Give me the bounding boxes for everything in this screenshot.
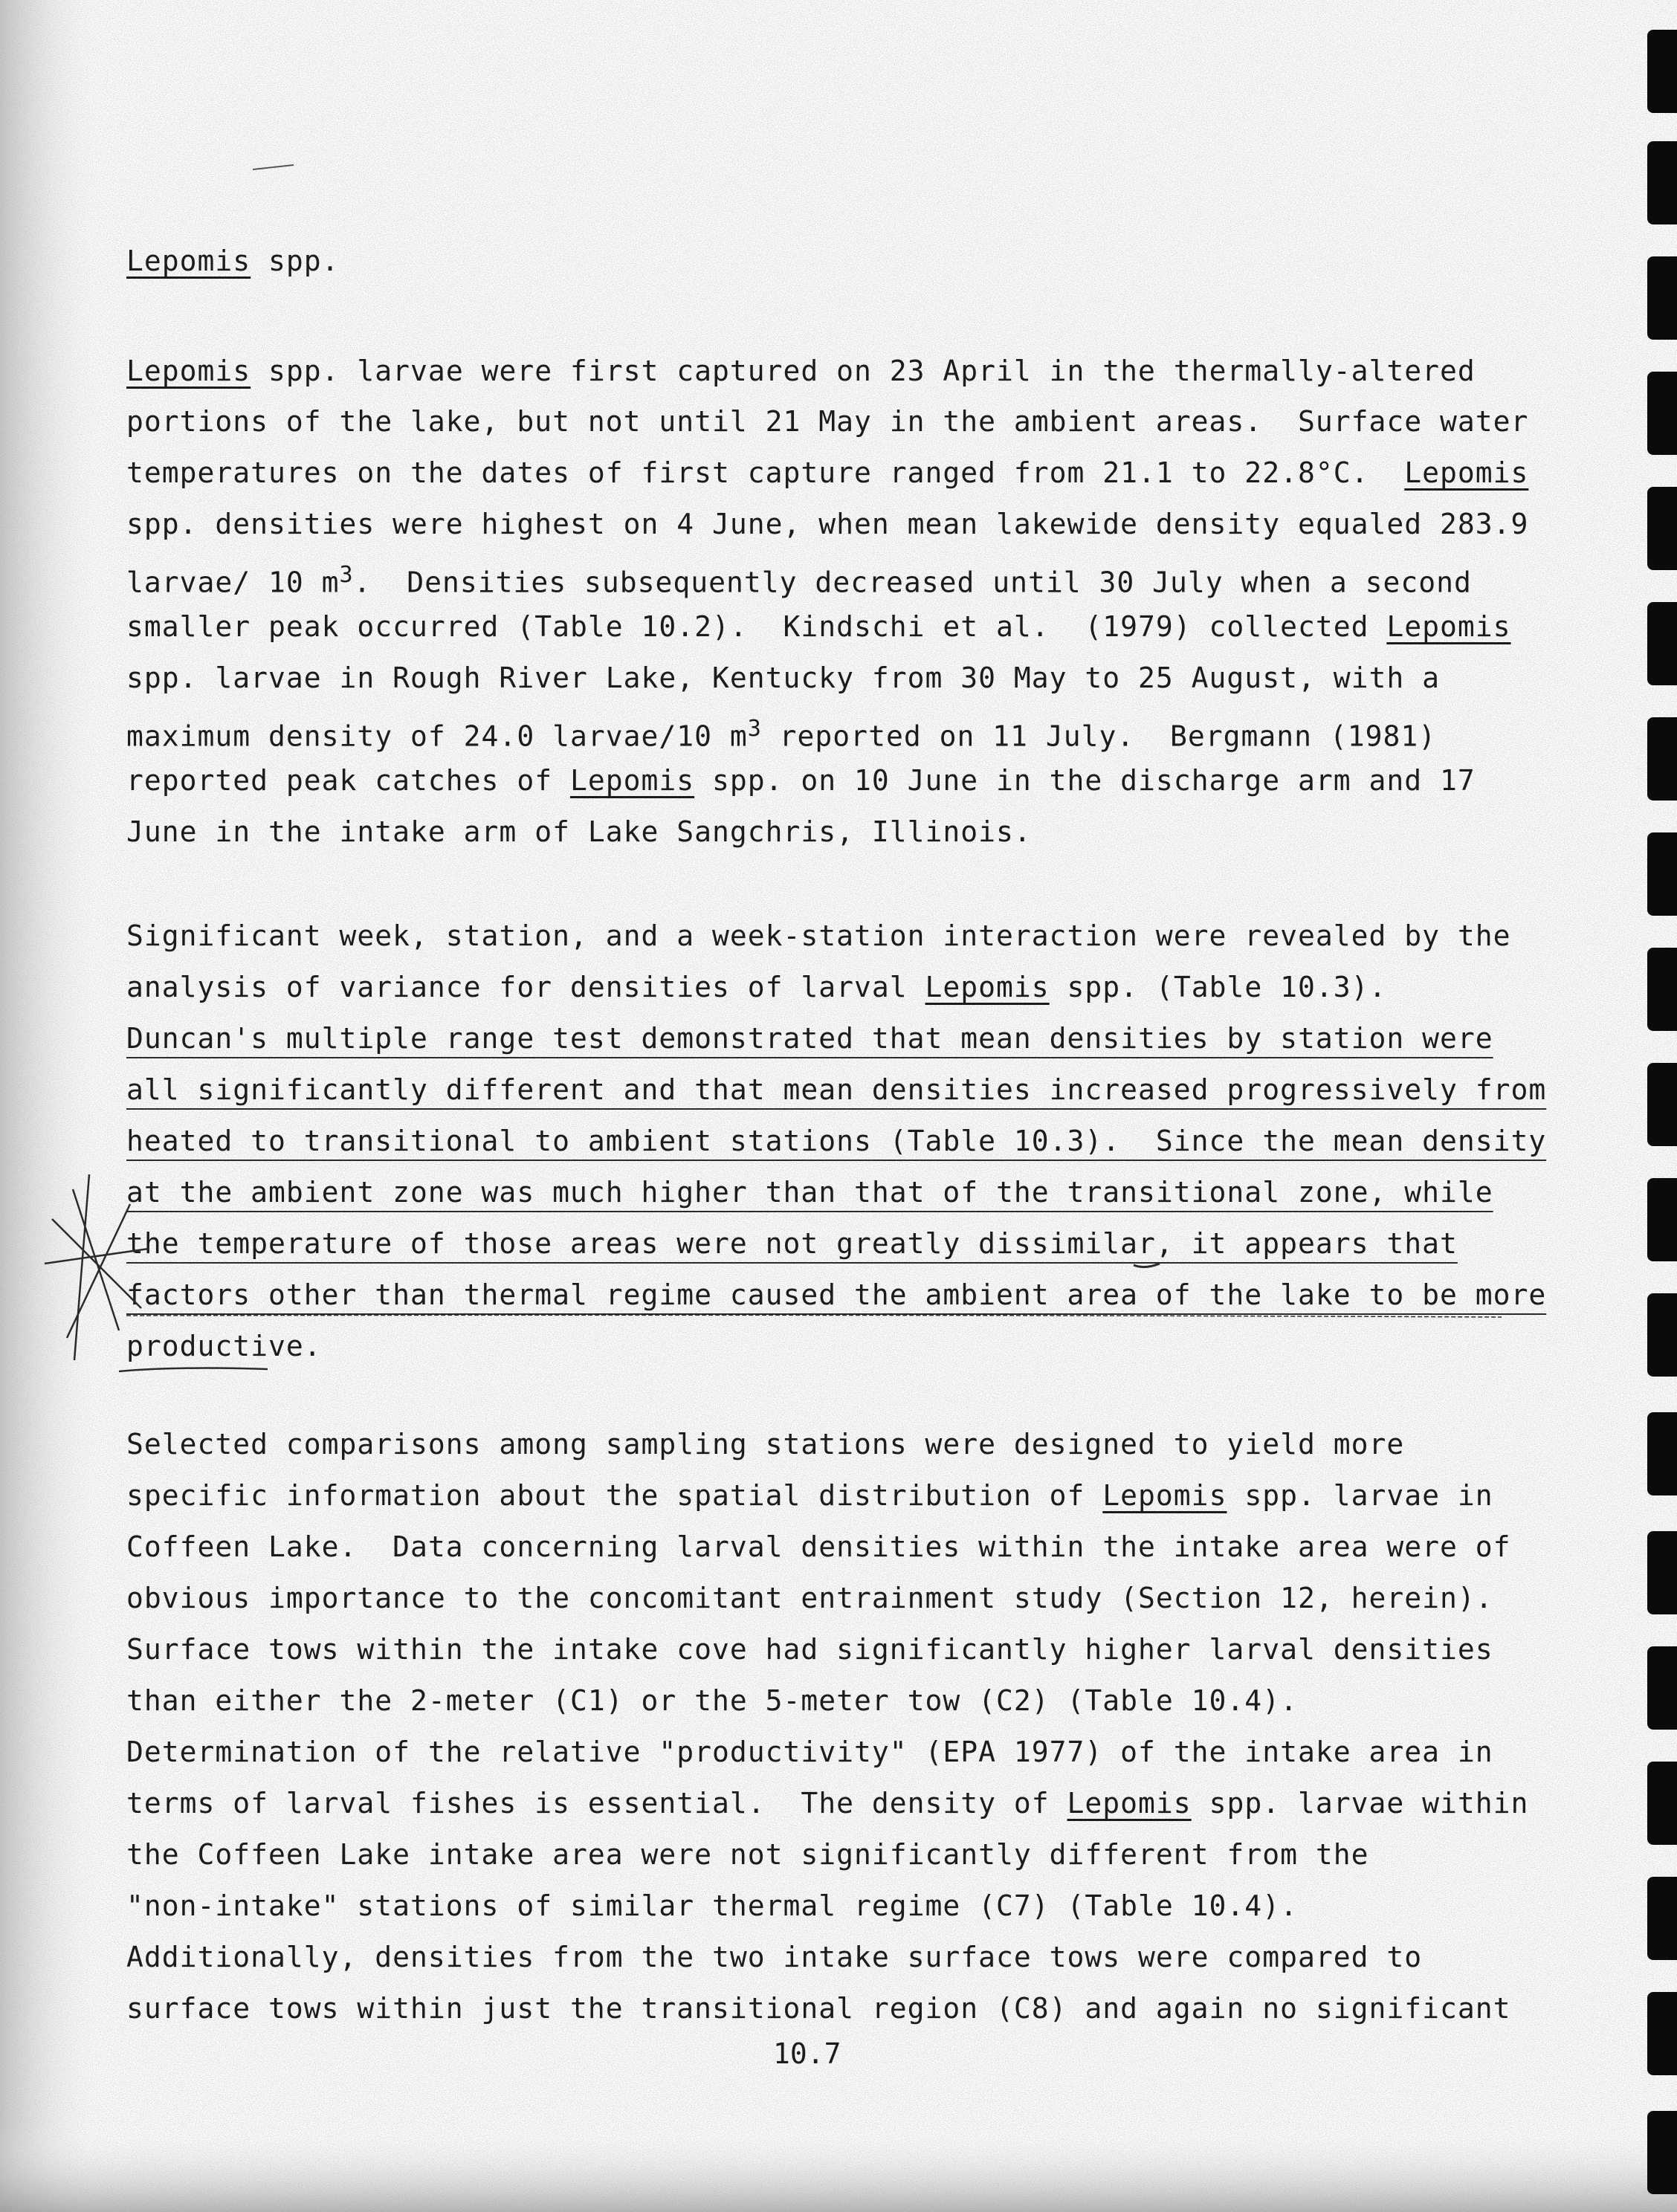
- genus-name: Lepomis: [925, 971, 1050, 1003]
- binding-mark: [1647, 1646, 1677, 1730]
- text-line: [126, 403, 1528, 440]
- text-line: [126, 1887, 1298, 1924]
- binding-mark: [1647, 948, 1677, 1031]
- text-span: June in the intake arm of Lake Sangchris, Illinois.: [126, 815, 1032, 848]
- text-span: the Coffeen Lake intake area were not significantly different from the: [126, 1838, 1369, 1871]
- text-span: spp. larvae were first captured on 23 April in the thermally-altered: [251, 355, 1476, 387]
- handwritten-underlined-span: heated to transitional to ambient stations: [126, 1125, 872, 1157]
- text-line: [126, 1528, 1510, 1565]
- text-span: Surface tows within the intake cove had significantly higher larval densities: [126, 1633, 1493, 1666]
- binding-mark: [1647, 1531, 1677, 1614]
- text-span: maximum density of 24.0 larvae/10 m: [126, 719, 748, 753]
- text-span: terms of larval fishes is essential. The density of: [126, 1787, 1067, 1820]
- text-span: . Densities subsequently decreased until 30 July when a second: [353, 566, 1472, 599]
- heading-genus: Lepomis: [126, 245, 251, 277]
- handwritten-underlined-span: the temperature of those areas were not greatly dissimilar, it appears that: [126, 1227, 1458, 1260]
- text-line: [126, 1071, 1546, 1108]
- superscript: 3: [339, 562, 354, 588]
- section-heading: [126, 242, 340, 279]
- heading-suffix: spp.: [251, 245, 340, 277]
- binding-mark: [1647, 256, 1677, 340]
- binding-mark: [1647, 1293, 1677, 1377]
- binding-mark: [1647, 2111, 1677, 2194]
- text-span: surface tows within just the transitional region (C8) and again no significant: [126, 1992, 1511, 2025]
- text-line: [126, 608, 1511, 645]
- binding-mark: [1647, 832, 1677, 916]
- text-span: Determination of the relative "productivity" (EPA 1977) of the intake area in: [126, 1736, 1493, 1768]
- binding-mark: [1647, 1178, 1677, 1261]
- text-line: [126, 1276, 1546, 1313]
- handwritten-underlined-span: (Table 10.3). Since the mean density: [871, 1125, 1547, 1157]
- binding-mark: [1647, 372, 1677, 455]
- handwritten-underlined-span: factors other than thermal regime caused the ambient area of the lake to be more: [126, 1278, 1547, 1311]
- text-line: [126, 1733, 1493, 1770]
- text-line: [126, 1785, 1528, 1822]
- genus-name: Lepomis: [126, 355, 251, 387]
- text-line: [126, 1477, 1493, 1514]
- text-span: Selected comparisons among sampling stations were designed to yield more: [126, 1428, 1405, 1461]
- text-line: [126, 1836, 1369, 1873]
- text-line: [126, 659, 1440, 696]
- text-span: larvae/ 10 m: [126, 566, 340, 599]
- genus-name: Lepomis: [1386, 610, 1511, 643]
- binding-mark: [1647, 141, 1677, 224]
- text-line: [126, 1631, 1493, 1668]
- text-span: Significant week, station, and a week-station interaction were revealed by the: [126, 919, 1511, 952]
- text-span: spp. densities were highest on 4 June, when mean lakewide density equaled 283.9: [126, 508, 1529, 540]
- text-line: [126, 557, 1472, 601]
- text-line: [126, 813, 1032, 850]
- superscript: 3: [747, 716, 762, 742]
- text-line: [126, 1990, 1510, 2027]
- binding-mark: [1647, 1762, 1677, 1845]
- binding-mark: [1647, 602, 1677, 685]
- binding-mark: [1647, 1412, 1677, 1495]
- binding-mark: [1647, 1992, 1677, 2075]
- text-span: Additionally, densities from the two intake surface tows were compared to: [126, 1941, 1423, 1973]
- text-line: [126, 1682, 1298, 1719]
- binding-mark: [1647, 717, 1677, 801]
- text-span: spp. larvae in Rough River Lake, Kentucky from 30 May to 25 August, with a: [126, 662, 1440, 694]
- text-span: "non-intake" stations of similar thermal regime (C7) (Table 10.4).: [126, 1889, 1298, 1922]
- text-span: productive.: [126, 1330, 322, 1362]
- text-span: than either the 2-meter (C1) or the 5-meter tow (C2) (Table 10.4).: [126, 1684, 1298, 1717]
- binding-mark: [1647, 487, 1677, 570]
- text-line: [126, 917, 1510, 954]
- text-span: smaller peak occurred (Table 10.2). Kindschi et al. (1979) collected: [126, 610, 1387, 643]
- text-line: [126, 762, 1476, 799]
- genus-name: Lepomis: [1067, 1787, 1192, 1820]
- text-span: temperatures on the dates of first capture ranged from 21.1 to 22.8°C.: [126, 456, 1405, 489]
- text-span: spp. larvae in: [1227, 1479, 1493, 1512]
- text-span: obvious importance to the concomitant entrainment study (Section 12, herein).: [126, 1582, 1493, 1614]
- text-span: specific information about the spatial distribution of: [126, 1479, 1103, 1512]
- text-line: [126, 454, 1528, 491]
- text-span: spp. larvae within: [1191, 1787, 1529, 1820]
- binding-mark: [1647, 1877, 1677, 1960]
- text-span: spp. on 10 June in the discharge arm and 17: [694, 764, 1476, 797]
- text-line: [126, 1426, 1404, 1463]
- handwritten-underlined-span: at the ambient zone was much higher than that of the transitional zone, while: [126, 1176, 1493, 1209]
- text-span: portions of the lake, but not until 21 May in the ambient areas. Surface water: [126, 405, 1529, 438]
- binding-mark: [1647, 1063, 1677, 1146]
- text-span: reported on 11 July. Bergmann (1981): [761, 719, 1437, 753]
- page-number: 10.7: [773, 2037, 841, 2070]
- text-line: [126, 1174, 1493, 1211]
- text-line: [126, 1938, 1422, 1976]
- text-span: spp. (Table 10.3).: [1049, 971, 1387, 1003]
- text-line: [126, 1122, 1546, 1160]
- genus-name: Lepomis: [1404, 456, 1529, 489]
- text-span: Coffeen Lake. Data concerning larval densities within the intake area were of: [126, 1530, 1511, 1563]
- text-line: [126, 1579, 1493, 1617]
- handwritten-underlined-span: all significantly different and that mean densities increased progressively from: [126, 1073, 1547, 1106]
- text-line: [126, 1020, 1493, 1057]
- genus-name: Lepomis: [1102, 1479, 1227, 1512]
- text-line: [126, 1225, 1458, 1262]
- text-line: [126, 968, 1386, 1006]
- handwritten-underlined-span: Duncan's multiple range test demonstrated that mean densities by station were: [126, 1022, 1493, 1055]
- text-line: [126, 352, 1476, 389]
- text-line: [126, 505, 1528, 543]
- text-line: [126, 1327, 322, 1365]
- text-span: analysis of variance for densities of larval: [126, 971, 925, 1003]
- binding-mark: [1647, 30, 1677, 113]
- text-line: [126, 711, 1436, 755]
- text-span: reported peak catches of: [126, 764, 570, 797]
- genus-name: Lepomis: [569, 764, 695, 797]
